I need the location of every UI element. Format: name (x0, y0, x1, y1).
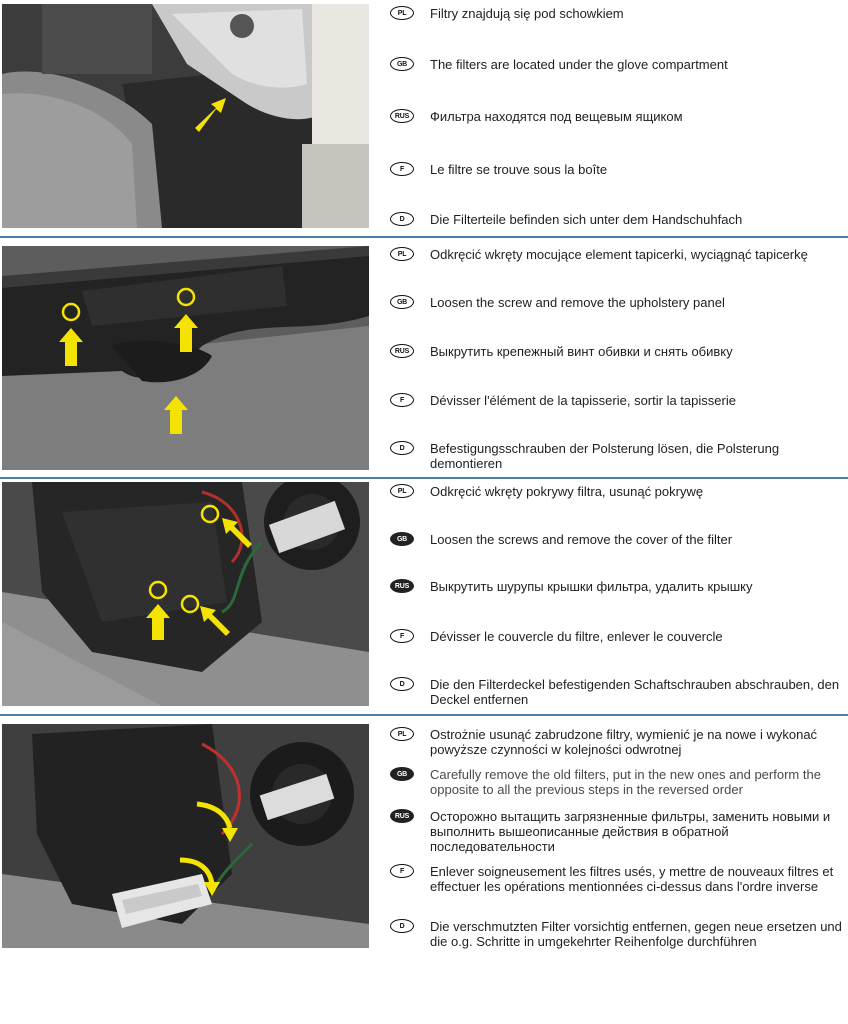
language-badge: GB (390, 532, 414, 546)
caption-row (390, 441, 846, 471)
caption-row (390, 727, 846, 757)
caption-text: Выкрутить шурупы крышки фильтра, удалить крышку (430, 579, 753, 594)
caption-text: Выкрутить крепежный винт обивки и снять обивку (430, 344, 733, 359)
language-badge: PL (390, 6, 414, 20)
caption-text: The filters are located under the glove compartment (430, 57, 728, 72)
caption-row (390, 864, 846, 894)
caption-text: Dévisser l'élément de la tapisserie, sortir la tapisserie (430, 393, 736, 408)
language-badge: D (390, 441, 414, 455)
caption-row (390, 532, 846, 547)
caption-row (390, 484, 846, 499)
caption-text: Die den Filterdeckel befestigenden Schaftschrauben abschrauben, den Deckel entfernen (430, 677, 840, 707)
caption-text: Dévisser le couvercle du filtre, enlever le couvercle (430, 629, 723, 644)
caption-row (390, 6, 846, 21)
language-badge: RUS (390, 809, 414, 823)
caption-text: Осторожно вытащить загрязненные фильтры, заменить новыми и выполнить вышеописанные действия в обратной последовательности (430, 809, 831, 854)
language-badge: D (390, 212, 414, 226)
language-badge: D (390, 677, 414, 691)
section-divider (0, 477, 848, 479)
language-badge: F (390, 393, 414, 407)
language-badge: RUS (390, 344, 414, 358)
caption-text: Odkręcić wkręty mocujące element tapicerki, wyciągnąć tapicerkę (430, 247, 808, 262)
caption-row (390, 919, 846, 949)
glove-compartment-photo (2, 4, 369, 228)
language-badge: D (390, 919, 414, 933)
caption-text: Carefully remove the old filters, put in the new ones and perform the opposite to all the previous steps in the reversed order (430, 767, 821, 797)
caption-text: Фильтра находятся под вещевым ящиком (430, 109, 683, 124)
language-badge: RUS (390, 109, 414, 123)
language-badge: F (390, 629, 414, 643)
language-badge: F (390, 162, 414, 176)
language-badge: GB (390, 767, 414, 781)
language-badge: GB (390, 295, 414, 309)
caption-text: Befestigungsschrauben der Polsterung lösen, die Polsterung demontieren (430, 441, 780, 471)
caption-row (390, 579, 846, 594)
filter-cover-photo (2, 482, 369, 706)
language-badge: RUS (390, 579, 414, 593)
caption-row (390, 109, 846, 124)
caption-text: Filtry znajdują się pod schowkiem (430, 6, 624, 21)
section-divider (0, 714, 848, 716)
caption-row (390, 344, 846, 359)
caption-row (390, 295, 846, 310)
caption-text: Enlever soigneusement les filtres usés, y mettre de nouveaux filtres et effectuer les opérations mentionnées ci-dessus dans l'ordre inverse (430, 864, 834, 894)
caption-text: Le filtre se trouve sous la boîte (430, 162, 608, 177)
caption-row (390, 629, 846, 644)
caption-row (390, 677, 846, 707)
language-badge: PL (390, 727, 414, 741)
caption-text: Ostrożnie usunąć zabrudzone filtry, wymienić je na nowe i wykonać powyższe czynności w kolejności odwrotnej (430, 727, 818, 757)
caption-row (390, 57, 846, 72)
language-badge: F (390, 864, 414, 878)
caption-row (390, 212, 846, 227)
caption-row (390, 162, 846, 177)
caption-text: Odkręcić wkręty pokrywy filtra, usunąć pokrywę (430, 484, 704, 499)
section-divider (0, 236, 848, 238)
language-badge: GB (390, 57, 414, 71)
caption-text: Die Filterteile befinden sich unter dem Handschuhfach (430, 212, 743, 227)
caption-row (390, 767, 846, 797)
upholstery-panel-photo (2, 246, 369, 470)
caption-row (390, 393, 846, 408)
caption-row (390, 247, 846, 262)
caption-text: Die verschmutzten Filter vorsichtig entfernen, gegen neue ersetzen und die o.g. Schritte in umgekehrter Reihenfolge durchführen (430, 919, 842, 949)
language-badge: PL (390, 247, 414, 261)
caption-text: Loosen the screws and remove the cover of the filter (430, 532, 733, 547)
caption-row (390, 809, 846, 854)
filter-replacement-photo (2, 724, 369, 948)
caption-text: Loosen the screw and remove the upholstery panel (430, 295, 725, 310)
language-badge: PL (390, 484, 414, 498)
